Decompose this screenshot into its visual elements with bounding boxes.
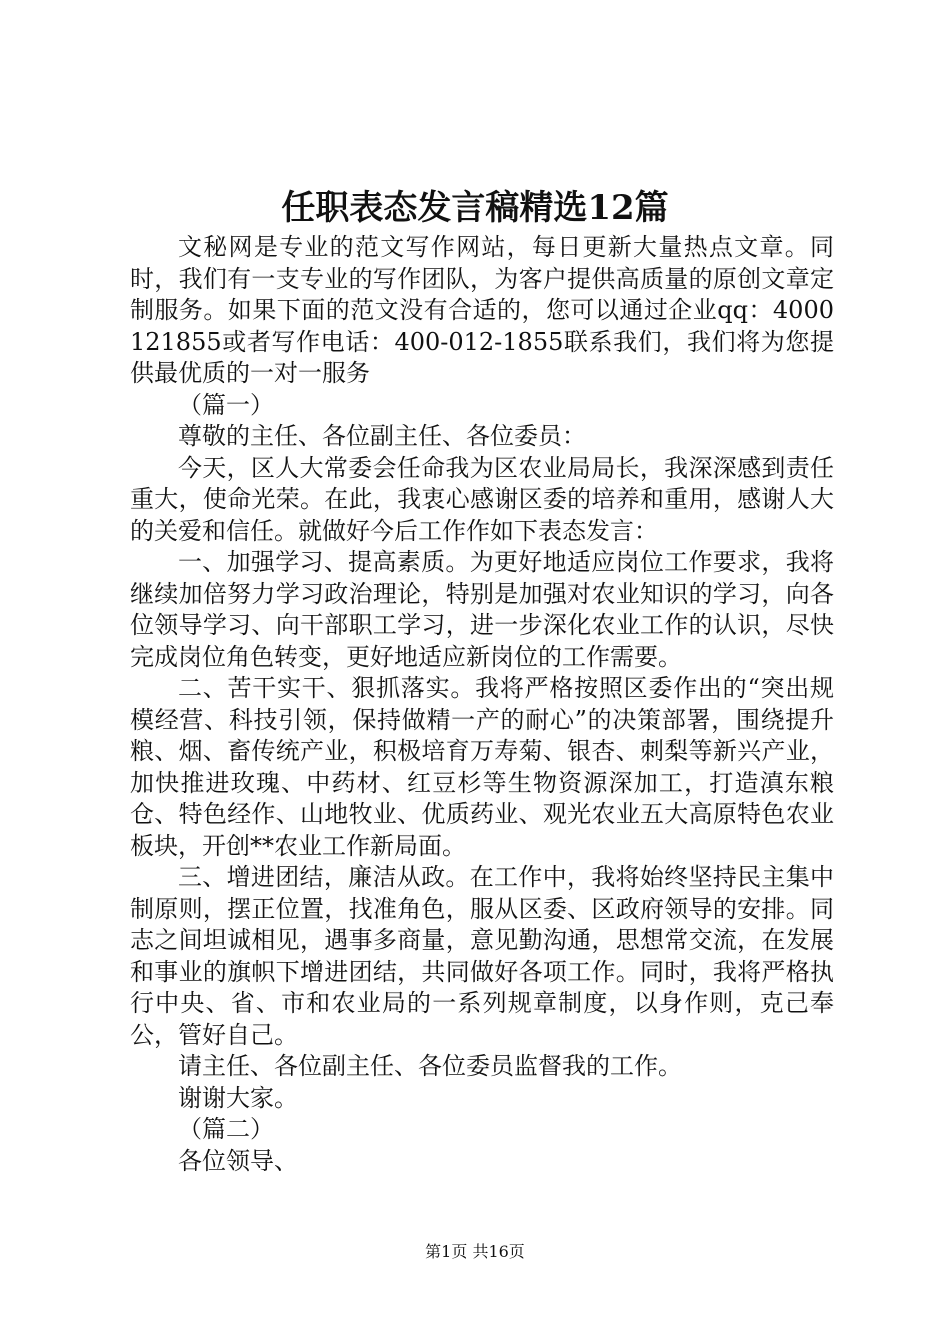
intro-paragraph: 文秘网是专业的范文写作网站，每日更新大量热点文章。同时，我们有一支专业的写作团队，为客户提供高质量的原创文章定制服务。如果下面的范文没有合适的，您可以通过企业qq：4000121855或者写作电话：400-012-1855联系我们，我们将为您提供最优质的一对一服务 (130, 233, 834, 387)
page-number: 第1页 共16页 (425, 1242, 525, 1261)
body-paragraph: 请主任、各位副主任、各位委员监督我的工作。 (178, 1052, 682, 1080)
salutation: 尊敬的主任、各位副主任、各位委员： (178, 422, 586, 450)
section-heading-1: （篇一） (178, 390, 274, 419)
body-paragraph: 今天，区人大常委会任命我为区农业局局长，我深深感到责任重大，使命光荣。在此，我衷心感谢区委的培养和重用，感谢人大的关爱和信任。就做好今后工作作如下表态发言： (130, 453, 834, 545)
body-paragraph: 三、增进团结，廉洁从政。在工作中，我将始终坚持民主集中制原则，摆正位置，找准角色，服从区委、区政府领导的安排。同志之间坦诚相见，遇事多商量，意见勤沟通，思想常交流，在发展和事业的旗帜下增进团结，共同做好各项工作。同时，我将严格执行中央、省、市和农业局的一系列规章制度，以身作则，克己奉公，管好自己。 (130, 863, 834, 1049)
body-paragraph: 二、苦干实干、狠抓落实。我将严格按照区委作出的“突出规模经营、科技引领，保持做精一产的耐心”的决策部署，围绕提升粮、烟、畜传统产业，积极培育万寿菊、银杏、刺梨等新兴产业，加快推进玫瑰、中药材、红豆杉等生物资源深加工，打造滇东粮仓、特色经作、山地牧业、优质药业、观光农业五大高原特色农业板块，开创**农业工作新局面。 (130, 674, 834, 860)
page-title: 任职表态发言稿精选12篇 (281, 188, 669, 228)
body-paragraph: 一、加强学习、提高素质。为更好地适应岗位工作要求，我将继续加倍努力学习政治理论，特别是加强对农业知识的学习，向各位领导学习、向干部职工学习，进一步深化农业工作的认识，尽快完成岗位角色转变，更好地适应新岗位的工作需要。 (130, 548, 834, 671)
salutation: 各位领导、 (178, 1146, 298, 1175)
section-heading-2: （篇二） (178, 1115, 274, 1143)
closing-line: 谢谢大家。 (178, 1083, 298, 1112)
document-body (130, 232, 834, 1177)
